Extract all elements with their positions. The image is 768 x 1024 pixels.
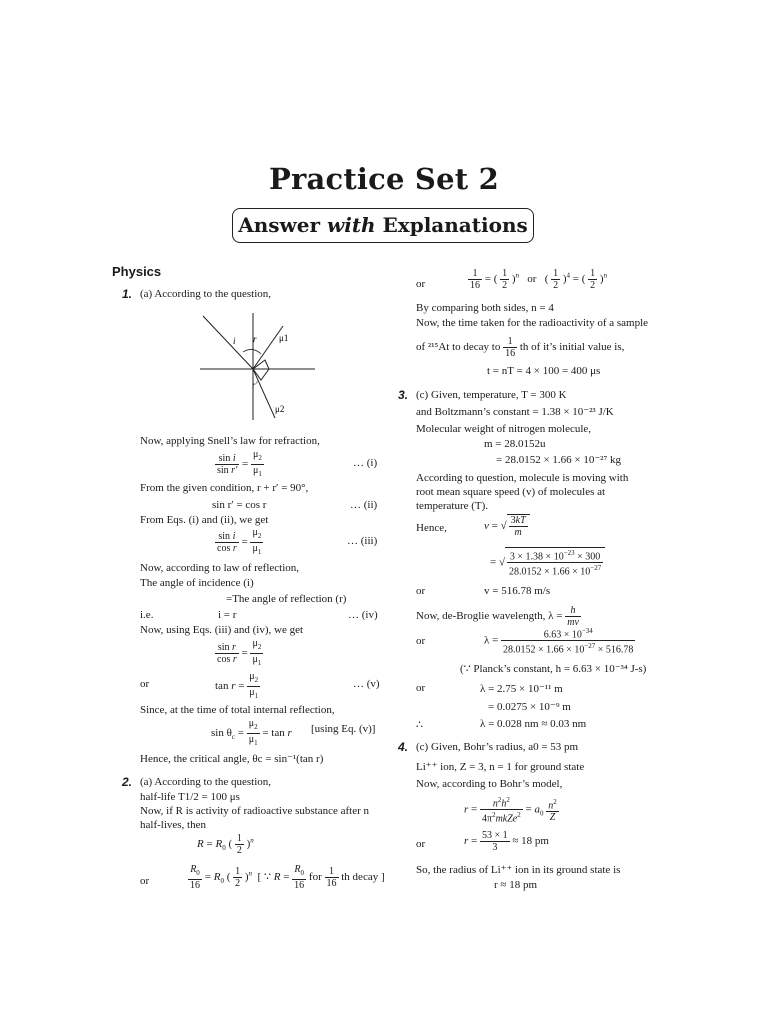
equation-2-tag: … (ii) — [350, 499, 378, 511]
equation-3-tag: … (iii) — [347, 535, 378, 547]
q3-according-1: According to question, molecule is moving with — [416, 472, 629, 484]
q3-planck: (∵ Planck’s constant, h = 6.63 × 10⁻³⁴ J-s) — [460, 663, 647, 675]
q3-mass-2: = 28.0152 × 1.66 × 10⁻²⁷ kg — [496, 454, 622, 466]
q3-lambda-2: = 0.0275 × 10⁻⁹ m — [488, 701, 571, 713]
or-text-right: or — [416, 278, 426, 290]
equals-text: =The angle of reflection (r) — [226, 593, 347, 605]
label-r-prime: r′ — [252, 380, 258, 390]
equation-4: i = r — [218, 609, 237, 621]
or-text: or — [140, 678, 150, 690]
decay-equation: $\frac{R_0}{16}$ = $R_0$ ( $\frac{1}{2}$ )$^n$ [ ∵ R = $\frac{R_0}{16}$ for $\frac{1}{16}$ th decay ] — [190, 864, 385, 891]
q3-or-3: or — [416, 682, 426, 694]
q2-now-line-1: Now, if R is activity of radioactive substance after n — [140, 805, 369, 817]
activity-equation: $R = R_0$ ( $\frac{1}{2}$ )$^n$ — [197, 833, 254, 856]
q4-radius: r ≈ 18 pm — [494, 879, 538, 891]
rms-equation: v = √ $\frac{3kT}{m}$ — [484, 514, 530, 538]
q3-debroglie: Now, de-Broglie wavelength, λ = $\frac{h}{mv}$ — [416, 605, 579, 628]
radius-equation: r = $\frac{53 \times 1}{3}$ ≈ 18 pm — [464, 830, 549, 853]
using-v-text: [using Eq. (v)] — [311, 723, 376, 735]
compare-text: By comparing both sides, n = 4 — [416, 302, 554, 314]
ie-text: i.e. — [140, 609, 154, 621]
equation-1: $\frac{\text{sin i}}{\text{sin r′}}$ = $\frac{\mu_2}{\mu_1}$ — [217, 449, 262, 478]
q4-bohr: Now, according to Bohr’s model, — [416, 778, 563, 790]
equation-4-tag: … (iv) — [348, 609, 378, 621]
q3-according-3: temperature (T). — [416, 500, 489, 512]
q3-molecular-weight: Molecular weight of nitrogen molecule, — [416, 423, 592, 435]
q3-according-2: root mean square speed (v) of molecules at — [416, 486, 606, 498]
question-number: 1. — [122, 287, 133, 301]
bohr-equation: r = $\frac{n^2h^2}{4\pi^2mkZe^2}$ = $a_0$ $\frac{n^2}{Z}$ — [464, 796, 557, 825]
q3-or-1: or — [416, 585, 426, 597]
power-equation: $\frac{1}{16}$ = ( $\frac{1}{2}$ )$^n$ or ( $\frac{1}{2}$ )$^4$ = ( $\frac{1}{2}$ )$^n$ — [470, 268, 608, 291]
q4-so: So, the radius of Li⁺⁺ ion in its ground state is — [416, 864, 621, 876]
wavelength-equation: λ = $\frac{6.63 \times 10^{-34}}{28.0152 \times 1.66 \times 10^{-27} \times 516.78}$ — [484, 627, 634, 656]
equation-1-tag: … (i) — [353, 457, 378, 469]
q3-lambda-1: λ = 2.75 × 10⁻¹¹ m — [480, 683, 563, 695]
q3-hence: Hence, — [416, 522, 447, 534]
critical-angle-text: Hence, the critical angle, θc = sin⁻¹(tan r) — [140, 753, 324, 765]
tir-text: Since, at the time of total internal reflection, — [140, 704, 335, 716]
section-heading: Physics — [112, 264, 162, 279]
label-mu1: μ1 — [279, 333, 289, 343]
q3-given: (c) Given, temperature, T = 300 K — [416, 389, 567, 401]
question-number: 3. — [398, 388, 409, 402]
or-text-2: or — [140, 875, 150, 887]
q4-given: (c) Given, Bohr’s radius, a0 = 53 pm — [416, 741, 579, 753]
question-number: 2. — [122, 775, 133, 789]
question-number: 4. — [398, 740, 409, 754]
critical-equation: $\sin \theta_c$ = $\frac{\mu_2}{\mu_1}$ = tan r — [211, 718, 292, 747]
equation-5: tan r = $\frac{\mu_2}{\mu_1}$ — [215, 671, 259, 700]
rms-substitution: = √ $\frac{3 \times 1.38 \times 10^{-23} \times 300}{28.0152 \times 1.66 \times 10^{-27}}$ — [490, 547, 605, 578]
q3-or-2: or — [416, 635, 426, 647]
using-text: Now, using Eqs. (iii) and (iv), we get — [140, 624, 304, 636]
q1-intro: (a) According to the question, — [140, 288, 272, 300]
label-i: i — [233, 336, 236, 346]
reflection-text: Now, according to law of reflection, — [140, 562, 300, 574]
q4-or: or — [416, 838, 426, 850]
q3-lambda-3: λ = 0.028 nm ≈ 0.03 nm — [480, 718, 587, 730]
equation-3: $\frac{\text{sin i}}{\text{cos r}}$ = $\frac{\mu_2}{\mu_1}$ — [217, 527, 262, 556]
q3-mass-1: m = 28.0152u — [484, 438, 546, 450]
snell-text: Now, applying Snell’s law for refraction, — [140, 435, 320, 447]
equation-iii-iv: $\frac{\text{sin r}}{\text{cos r}}$ = $\frac{\mu_2}{\mu_1}$ — [217, 638, 262, 667]
therefore-symbol: ∴ — [416, 719, 423, 731]
time-equation: t = nT = 4 × 100 = 400 μs — [487, 365, 601, 377]
equation-5-tag: … (v) — [353, 678, 380, 690]
q2-half-life: half-life T1/2 = 100 μs — [140, 791, 240, 803]
page-subtitle: Answer with Explanations — [232, 208, 534, 243]
incidence-text: The angle of incidence (i) — [140, 577, 254, 589]
q3-boltzmann: and Boltzmann’s constant = 1.38 × 10⁻²³ J/K — [416, 406, 614, 418]
equation-2: sin r′ = cos r — [212, 499, 267, 511]
q3-velocity: v = 516.78 m/s — [484, 585, 551, 597]
condition-text: From the given condition, r + r′ = 90°, — [140, 482, 309, 494]
from-eqs-text: From Eqs. (i) and (ii), we get — [140, 514, 269, 526]
q2-intro: (a) According to the question, — [140, 776, 272, 788]
label-r: r — [253, 334, 257, 344]
refraction-diagram — [195, 308, 335, 423]
page-title: Practice Set 2 — [268, 162, 499, 196]
q2-now-line-2: half-lives, then — [140, 819, 206, 831]
q4-li-ion: Li⁺⁺ ion, Z = 3, n = 1 for ground state — [416, 761, 585, 773]
time-text-2: of ²¹⁵At to decay to $\frac{1}{16}$ th of it’s initial value is, — [416, 336, 625, 359]
time-text-1: Now, the time taken for the radioactivity of a sample — [416, 317, 649, 329]
label-mu2: μ2 — [275, 404, 285, 414]
